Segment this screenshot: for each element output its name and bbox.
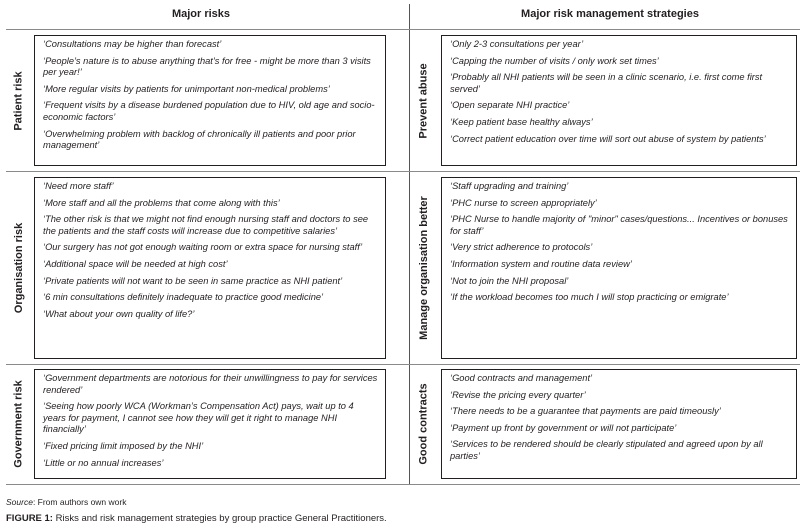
risk-quote: ‘Private patients will not want to be seen in same practice as NHI patient’ <box>43 275 343 286</box>
row-divider <box>6 29 800 30</box>
column-divider <box>409 4 410 485</box>
strategy-quote: ‘Good contracts and management’ <box>450 373 593 383</box>
source-prefix: Source <box>6 497 33 507</box>
risk-quote: ‘Overwhelming problem with backlog of chronically ill patients and poor prior management’ <box>43 128 356 151</box>
government-risks-box <box>34 369 386 479</box>
manage-organisation-box <box>441 177 797 359</box>
caption-label: FIGURE 1: <box>6 513 53 524</box>
row-label-organisation-risk: Organisation risk <box>13 222 26 314</box>
caption-text: Risks and risk management strategies by group practice General Practitioners. <box>52 513 387 524</box>
risk-quote: ‘Our surgery has not got enough waiting room or extra space for nursing staff’ <box>43 242 363 253</box>
major-risks-header: Major risks <box>171 8 231 20</box>
row-label-patient-risk: Patient risk <box>13 70 25 131</box>
risk-quote: ‘What about your own quality of life?’ <box>43 308 195 319</box>
source-text: : From authors own work <box>32 497 127 507</box>
risk-quote: ‘Need more staff’ <box>43 181 114 191</box>
risk-quote: ‘Little or no annual increases’ <box>43 457 164 468</box>
row-label-government-risk: Government risk <box>13 380 26 468</box>
strategy-quote: ‘Staff upgrading and training’ <box>450 181 569 191</box>
row-divider <box>6 484 800 485</box>
strategy-quote: ‘Information system and routine data review’ <box>450 258 632 269</box>
strategy-quote: ‘Not to join the NHI proposal’ <box>450 275 569 286</box>
good-contracts-box <box>441 369 797 479</box>
row-label-prevent-abuse: Prevent abuse <box>418 62 431 139</box>
strategy-quote: ‘If the workload becomes too much I will stop practicing or emigrate’ <box>450 292 729 303</box>
risk-quote: ‘Seeing how poorly WCA (Workman’s Compensation Act) pays, wait up to 4 years for payment, I cannot see how they will get it right to manage NHI financially’ <box>43 401 354 435</box>
risk-quote: ‘The other risk is that we might not find enough nursing staff and doctors to see the patients and the staff costs will increase due to competitive salaries’ <box>43 214 369 236</box>
organisation-risks-box <box>34 177 386 359</box>
row-label-good-contracts: Good contracts <box>418 383 431 465</box>
row-divider <box>6 171 800 172</box>
strategy-quote: ‘PHC Nurse to handle majority of "minor" cases/questions... Incentives or bonuses for staff’ <box>450 214 788 236</box>
risk-quote: ‘More staff and all the problems that come along with this’ <box>43 197 280 208</box>
strategy-quote: ‘Keep patient base healthy always’ <box>450 116 593 127</box>
risk-quote: ‘Frequent visits by a disease burdened population due to HIV, old age and socio-economic factors’ <box>43 100 375 122</box>
strategy-quote: ‘PHC nurse to screen appropriately’ <box>450 197 597 208</box>
strategy-quote: ‘Capping the number of visits / only work set times’ <box>450 55 659 66</box>
row-divider <box>6 364 800 365</box>
risk-quote: ‘Consultations may be higher than forecast’ <box>43 39 222 49</box>
strategy-quote: ‘Probably all NHI patients will be seen in a clinic scenario, i.e. first come first served’ <box>450 72 763 94</box>
strategy-quote: ‘Open separate NHI practice’ <box>450 100 570 111</box>
figure-caption <box>6 513 387 524</box>
strategy-quote: ‘Payment up front by government or will not participate’ <box>450 422 677 433</box>
row-label-manage-organisation: Manage organisation better <box>418 196 431 340</box>
risk-quote: ‘Government departments are notorious for their unwillingness to pay for services rendered’ <box>43 373 378 395</box>
risk-quote: ‘6 min consultations definitely inadequate to practice good medicine’ <box>43 292 324 303</box>
source-note <box>6 497 126 507</box>
strategy-quote: ‘There needs to be a guarantee that payments are paid timeously’ <box>450 406 721 417</box>
risk-quote: ‘Fixed pricing limit imposed by the NHI’ <box>43 440 204 451</box>
prevent-abuse-box <box>441 35 797 166</box>
strategy-quote: ‘Services to be rendered should be clearly stipulated and agreed upon by all parties’ <box>450 439 763 461</box>
patient-risks-box <box>34 35 386 166</box>
strategy-quote: ‘Only 2-3 consultations per year’ <box>450 39 584 49</box>
strategy-quote: ‘Correct patient education over time will sort out abuse of system by patients’ <box>450 133 766 144</box>
risk-quote: ‘Additional space will be needed at high cost’ <box>43 258 228 269</box>
risk-quote: ‘More regular visits by patients for unimportant non-medical problems’ <box>43 83 330 94</box>
strategies-header: Major risk management strategies <box>521 8 699 20</box>
strategy-quote: ‘Very strict adherence to protocols’ <box>450 242 593 253</box>
risk-quote: ‘People’s nature is to abuse anything that’s for free - might be more than 3 visits per year!’ <box>43 55 371 78</box>
strategy-quote: ‘Revise the pricing every quarter’ <box>450 389 586 400</box>
